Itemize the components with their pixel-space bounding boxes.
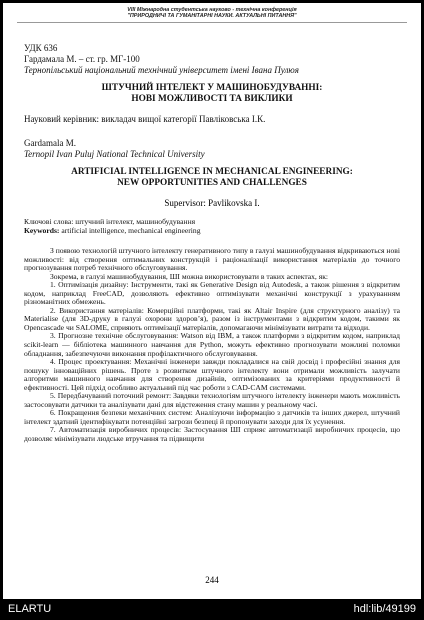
conference-header-line2: "ПРИРОДНИЧІ ТА ГУМАНІТАРНІ НАУКИ. АКТУАЛЬНІ ПИТАННЯ": [127, 13, 297, 20]
keywords-en-text: artificial intelligence, mechanical engineering: [59, 226, 201, 235]
list-item: 2. Використання матеріалів: Комерційні платформи, такі як Altair Inspire (для структурного аналізу) та Materialise (для 3D-друку в галузі охорони здоров’я), разом із інструментами з відкритим кодом, такими як Opencascade чи SALOME, сприяють оптимізації матеріалів, допомагаючи мінімізувати витрати та відходи.: [24, 305, 400, 332]
paragraph: З появою технологій штучного інтелекту генеративного типу в галузі машинобудування відкриваються нові можливості: від створення оптимальних конструкцій і раціоналізації використання матеріалів до точного прогнозування потреб технічного обслуговування.: [24, 246, 400, 273]
list-item: 1. Оптимізація дизайну: Інструменти, такі як Generative Design від Autodesk, а також рішення з відкритим кодом, наприклад FreeCAD, дозволяють ефективно оптимізувати механічні конструкції з урахуванням різноманітних обмежень.: [24, 280, 400, 307]
list-item: 6. Покращення безпеки механічних систем: Аналізуючи інформацію з датчиків та інших джерел, штучний інтелект здатний ідентифікувати потенційні загрози безпеці й пропонувати заходи для їх усунення.: [24, 408, 400, 426]
paragraph: Зокрема, в галузі машинобудування, ШІ можна використовувати в таких аспектах, як:: [50, 271, 329, 281]
udc-code: УДК 636: [24, 43, 58, 53]
university-ua: Тернопільський національний технічний університет імені Івана Пулюя: [24, 65, 299, 75]
supervisor-en: Supervisor: Pavlikovska I.: [164, 198, 260, 208]
repository-footer: [0, 599, 424, 620]
title-en-line1: ARTIFICIAL INTELLIGENCE IN MECHANICAL ENGINEERING:: [71, 167, 353, 177]
document-page: [3, 3, 421, 599]
header-divider: [17, 22, 407, 23]
title-ua-line1: ШТУЧНИЙ ІНТЕЛЕКТ У МАШИНОБУДУВАННІ:: [101, 83, 323, 93]
keywords-ua: Ключові слова: штучний інтелект, машинобудування: [24, 217, 196, 226]
conference-header-line1: VIII Міжнародна студентська науково - технічна конференція: [127, 7, 297, 13]
title-ua-line2: НОВІ МОЖЛИВОСТІ ТА ВИКЛИКИ: [131, 93, 293, 104]
list-item: 7. Автоматизація виробничих процесів: Застосування ШІ сприяє автоматизації виробничих процесів, що дозволяє мінімізувати людське втручання та підвищити: [24, 425, 400, 444]
list-item: 5. Передбачуваний поточний ремонт: Завдяки технологіям штучного інтелекту інженери мають можливість застосовувати датчики та аналізувати дані для відстеження стану машин у реальному часі.: [24, 391, 400, 409]
keywords-en: [24, 226, 201, 235]
title-en: [13, 167, 411, 188]
author-ua: Гардамала М. – ст. гр. МГ-100: [24, 54, 140, 64]
list-item: 3. Прогнозне технічне обслуговування: Watson від IBM, а також платформи з відкритим кодом, наприклад scikit-learn — бібліотека машинного навчання для Python, можуть ефективно прогнозувати можливі поломки обладнання, забезпечуючи виконання профілактичного обслуговування.: [24, 331, 400, 358]
supervisor-ua: Науковий керівник: викладач вищої категорії Павліковська І.К.: [24, 114, 266, 124]
footer-handle: hdl:lib/49199: [353, 603, 416, 615]
author-en: Gardamala M.: [24, 138, 76, 148]
keywords-en-label: Keywords:: [24, 226, 60, 235]
title-en-line2: NEW OPPORTUNITIES AND CHALLENGES: [117, 177, 307, 188]
body-text: [24, 247, 400, 444]
footer-repository-name: ELARTU: [8, 603, 52, 615]
conference-header: [3, 7, 421, 20]
title-ua: [13, 83, 411, 104]
page-number: 244: [205, 575, 219, 585]
university-en: Ternopil Ivan Puluj National Technical University: [24, 149, 205, 159]
list-item: 4. Процес проектування: Механічні інженери завжди покладалися на свій досвід і професійні знання для пошуку інноваційних рішень. Проте з розвитком штучного інтелекту вони отримали можливість залучати алгоритми машинного навчання для створення дизайнів, оптимізованих за критеріями продуктивності й ефективності. Цей підхід особливо актуальний під час роботи з CAD-CAM системами.: [24, 357, 400, 392]
